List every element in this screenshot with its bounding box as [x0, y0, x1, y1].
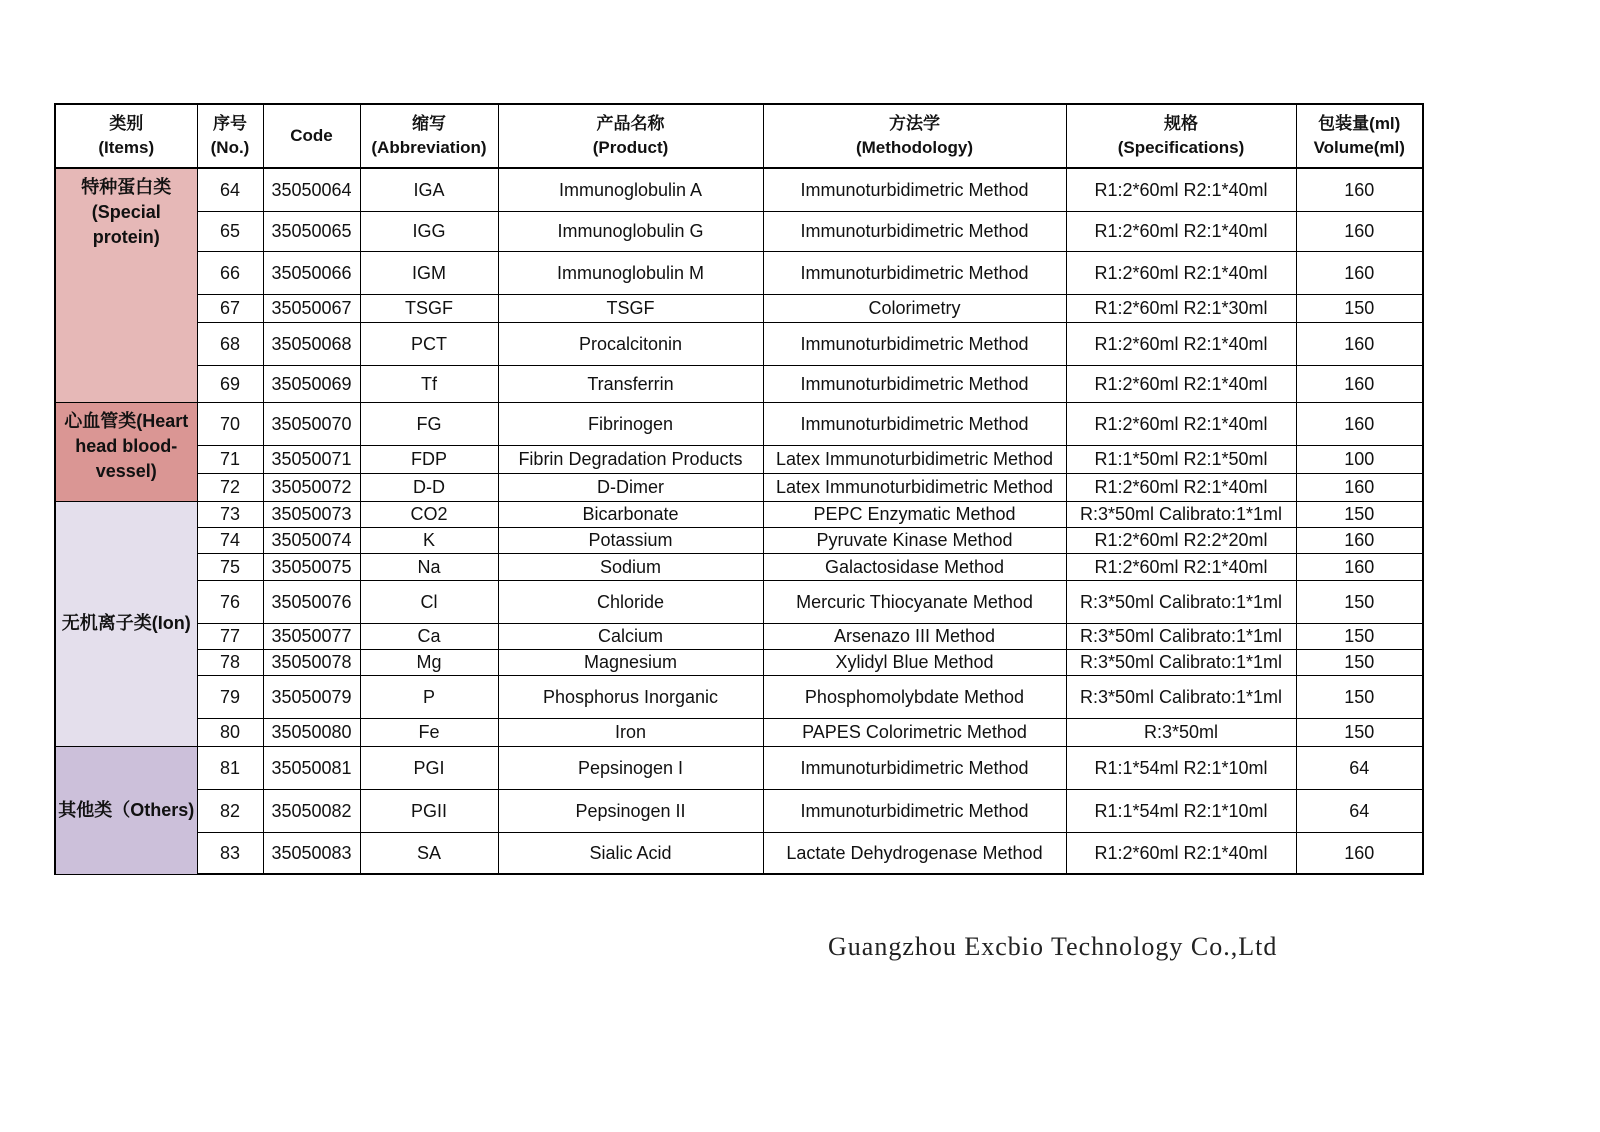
methodology-cell: Latex Immunoturbidimetric Method	[763, 473, 1066, 501]
abbreviation-cell: PCT	[360, 322, 498, 365]
table-row	[55, 294, 1423, 322]
volume-cell: 160	[1296, 473, 1423, 501]
code-cell: 35050080	[263, 718, 360, 746]
specifications-cell: R1:2*60ml R2:1*40ml	[1066, 251, 1296, 294]
code-cell: 35050081	[263, 746, 360, 789]
company-name: Guangzhou Excbio Technology Co.,Ltd	[828, 932, 1278, 961]
abbreviation-cell: Na	[360, 553, 498, 580]
abbreviation-cell: IGA	[360, 168, 498, 211]
volume-cell: 150	[1296, 623, 1423, 649]
code-cell: 35050067	[263, 294, 360, 322]
volume-cell: 64	[1296, 746, 1423, 789]
table-row	[55, 718, 1423, 746]
volume-cell: 160	[1296, 168, 1423, 211]
volume-cell: 160	[1296, 527, 1423, 553]
methodology-cell: Immunoturbidimetric Method	[763, 251, 1066, 294]
code-cell: 35050066	[263, 251, 360, 294]
methodology-cell: Pyruvate Kinase Method	[763, 527, 1066, 553]
abbreviation-cell: IGG	[360, 211, 498, 251]
product-cell: Procalcitonin	[498, 322, 763, 365]
table-row	[55, 553, 1423, 580]
abbreviation-cell: CO2	[360, 501, 498, 527]
abbreviation-cell: FDP	[360, 445, 498, 473]
table-row	[55, 473, 1423, 501]
table-row	[55, 402, 1423, 445]
row-number-cell: 70	[197, 402, 263, 445]
code-cell: 35050082	[263, 789, 360, 832]
header-specifications: 规格 (Specifications)	[1066, 104, 1296, 168]
product-cell: Transferrin	[498, 365, 763, 402]
table-row	[55, 211, 1423, 251]
row-number-cell: 67	[197, 294, 263, 322]
volume-cell: 150	[1296, 675, 1423, 718]
methodology-cell: Phosphomolybdate Method	[763, 675, 1066, 718]
table-row	[55, 527, 1423, 553]
methodology-cell: Immunoturbidimetric Method	[763, 746, 1066, 789]
table-row	[55, 251, 1423, 294]
row-number-cell: 79	[197, 675, 263, 718]
specifications-cell: R1:1*50ml R2:1*50ml	[1066, 445, 1296, 473]
row-number-cell: 71	[197, 445, 263, 473]
specifications-cell: R1:2*60ml R2:1*40ml	[1066, 211, 1296, 251]
methodology-cell: Immunoturbidimetric Method	[763, 211, 1066, 251]
row-number-cell: 73	[197, 501, 263, 527]
product-cell: Immunoglobulin A	[498, 168, 763, 211]
product-cell: TSGF	[498, 294, 763, 322]
methodology-cell: Lactate Dehydrogenase Method	[763, 832, 1066, 874]
abbreviation-cell: P	[360, 675, 498, 718]
methodology-cell: Immunoturbidimetric Method	[763, 168, 1066, 211]
volume-cell: 160	[1296, 365, 1423, 402]
methodology-cell: Immunoturbidimetric Method	[763, 789, 1066, 832]
table-row	[55, 832, 1423, 874]
abbreviation-cell: SA	[360, 832, 498, 874]
abbreviation-cell: Ca	[360, 623, 498, 649]
table-body	[55, 168, 1423, 874]
specifications-cell: R1:2*60ml R2:2*20ml	[1066, 527, 1296, 553]
code-cell: 35050076	[263, 580, 360, 623]
volume-cell: 160	[1296, 211, 1423, 251]
specifications-cell: R1:2*60ml R2:1*40ml	[1066, 168, 1296, 211]
methodology-cell: Immunoturbidimetric Method	[763, 402, 1066, 445]
methodology-cell: Colorimetry	[763, 294, 1066, 322]
volume-cell: 64	[1296, 789, 1423, 832]
product-cell: Chloride	[498, 580, 763, 623]
product-cell: D-Dimer	[498, 473, 763, 501]
code-cell: 35050077	[263, 623, 360, 649]
product-cell: Sialic Acid	[498, 832, 763, 874]
code-cell: 35050073	[263, 501, 360, 527]
code-cell: 35050075	[263, 553, 360, 580]
abbreviation-cell: TSGF	[360, 294, 498, 322]
code-cell: 35050074	[263, 527, 360, 553]
abbreviation-cell: Mg	[360, 649, 498, 675]
specifications-cell: R1:1*54ml R2:1*10ml	[1066, 789, 1296, 832]
specifications-cell: R1:2*60ml R2:1*30ml	[1066, 294, 1296, 322]
header-no: 序号 (No.)	[197, 104, 263, 168]
specifications-cell: R:3*50ml Calibrato:1*1ml	[1066, 501, 1296, 527]
volume-cell: 150	[1296, 718, 1423, 746]
volume-cell: 160	[1296, 832, 1423, 874]
abbreviation-cell: Tf	[360, 365, 498, 402]
row-number-cell: 82	[197, 789, 263, 832]
product-table	[54, 103, 1424, 875]
table-header-row	[55, 104, 1423, 168]
code-cell: 35050079	[263, 675, 360, 718]
table-row	[55, 649, 1423, 675]
volume-cell: 150	[1296, 294, 1423, 322]
product-cell: Fibrinogen	[498, 402, 763, 445]
code-cell: 35050068	[263, 322, 360, 365]
product-cell: Potassium	[498, 527, 763, 553]
header-abbreviation: 缩写 (Abbreviation)	[360, 104, 498, 168]
abbreviation-cell: IGM	[360, 251, 498, 294]
row-number-cell: 74	[197, 527, 263, 553]
volume-cell: 160	[1296, 322, 1423, 365]
row-number-cell: 76	[197, 580, 263, 623]
abbreviation-cell: Fe	[360, 718, 498, 746]
category-cell: 心血管类(Heart head blood-vessel)	[55, 402, 197, 501]
row-number-cell: 65	[197, 211, 263, 251]
methodology-cell: Galactosidase Method	[763, 553, 1066, 580]
table-row	[55, 322, 1423, 365]
table-row	[55, 623, 1423, 649]
product-cell: Sodium	[498, 553, 763, 580]
table-row	[55, 789, 1423, 832]
row-number-cell: 80	[197, 718, 263, 746]
table-row	[55, 365, 1423, 402]
code-cell: 35050070	[263, 402, 360, 445]
volume-cell: 160	[1296, 553, 1423, 580]
product-cell: Magnesium	[498, 649, 763, 675]
code-cell: 35050064	[263, 168, 360, 211]
table-row	[55, 675, 1423, 718]
volume-cell: 160	[1296, 402, 1423, 445]
methodology-cell: Latex Immunoturbidimetric Method	[763, 445, 1066, 473]
table-row	[55, 168, 1423, 211]
specifications-cell: R1:2*60ml R2:1*40ml	[1066, 365, 1296, 402]
methodology-cell: Arsenazo III Method	[763, 623, 1066, 649]
row-number-cell: 77	[197, 623, 263, 649]
methodology-cell: Immunoturbidimetric Method	[763, 322, 1066, 365]
row-number-cell: 78	[197, 649, 263, 675]
abbreviation-cell: Cl	[360, 580, 498, 623]
methodology-cell: PAPES Colorimetric Method	[763, 718, 1066, 746]
volume-cell: 160	[1296, 251, 1423, 294]
product-cell: Calcium	[498, 623, 763, 649]
header-volume: 包装量(ml) Volume(ml)	[1296, 104, 1423, 168]
product-cell: Immunoglobulin G	[498, 211, 763, 251]
table-row	[55, 445, 1423, 473]
specifications-cell: R1:2*60ml R2:1*40ml	[1066, 322, 1296, 365]
methodology-cell: PEPC Enzymatic Method	[763, 501, 1066, 527]
specifications-cell: R1:2*60ml R2:1*40ml	[1066, 553, 1296, 580]
product-cell: Iron	[498, 718, 763, 746]
specifications-cell: R:3*50ml Calibrato:1*1ml	[1066, 623, 1296, 649]
header-product: 产品名称 (Product)	[498, 104, 763, 168]
product-cell: Pepsinogen II	[498, 789, 763, 832]
row-number-cell: 68	[197, 322, 263, 365]
product-cell: Immunoglobulin M	[498, 251, 763, 294]
abbreviation-cell: K	[360, 527, 498, 553]
row-number-cell: 72	[197, 473, 263, 501]
table-row	[55, 580, 1423, 623]
row-number-cell: 66	[197, 251, 263, 294]
table-row	[55, 746, 1423, 789]
methodology-cell: Immunoturbidimetric Method	[763, 365, 1066, 402]
code-cell: 35050069	[263, 365, 360, 402]
row-number-cell: 83	[197, 832, 263, 874]
code-cell: 35050078	[263, 649, 360, 675]
specifications-cell: R1:2*60ml R2:1*40ml	[1066, 402, 1296, 445]
category-cell: 无机离子类(Ion)	[55, 501, 197, 746]
volume-cell: 150	[1296, 501, 1423, 527]
row-number-cell: 69	[197, 365, 263, 402]
abbreviation-cell: D-D	[360, 473, 498, 501]
volume-cell: 150	[1296, 580, 1423, 623]
abbreviation-cell: PGI	[360, 746, 498, 789]
header-items: 类别 (Items)	[55, 104, 197, 168]
code-cell: 35050065	[263, 211, 360, 251]
product-cell: Bicarbonate	[498, 501, 763, 527]
code-cell: 35050072	[263, 473, 360, 501]
header-code: Code	[263, 104, 360, 168]
code-cell: 35050083	[263, 832, 360, 874]
row-number-cell: 64	[197, 168, 263, 211]
table-row	[55, 501, 1423, 527]
code-cell: 35050071	[263, 445, 360, 473]
specifications-cell: R:3*50ml Calibrato:1*1ml	[1066, 580, 1296, 623]
methodology-cell: Xylidyl Blue Method	[763, 649, 1066, 675]
product-cell: Pepsinogen I	[498, 746, 763, 789]
specifications-cell: R1:1*54ml R2:1*10ml	[1066, 746, 1296, 789]
specifications-cell: R1:2*60ml R2:1*40ml	[1066, 832, 1296, 874]
specifications-cell: R:3*50ml Calibrato:1*1ml	[1066, 675, 1296, 718]
abbreviation-cell: FG	[360, 402, 498, 445]
category-cell: 特种蛋白类(Special protein)	[55, 168, 197, 402]
product-cell: Fibrin Degradation Products	[498, 445, 763, 473]
row-number-cell: 75	[197, 553, 263, 580]
methodology-cell: Mercuric Thiocyanate Method	[763, 580, 1066, 623]
abbreviation-cell: PGII	[360, 789, 498, 832]
volume-cell: 100	[1296, 445, 1423, 473]
category-cell: 其他类（Others)	[55, 746, 197, 874]
header-methodology: 方法学 (Methodology)	[763, 104, 1066, 168]
specifications-cell: R1:2*60ml R2:1*40ml	[1066, 473, 1296, 501]
row-number-cell: 81	[197, 746, 263, 789]
specifications-cell: R:3*50ml	[1066, 718, 1296, 746]
product-cell: Phosphorus Inorganic	[498, 675, 763, 718]
volume-cell: 150	[1296, 649, 1423, 675]
specifications-cell: R:3*50ml Calibrato:1*1ml	[1066, 649, 1296, 675]
